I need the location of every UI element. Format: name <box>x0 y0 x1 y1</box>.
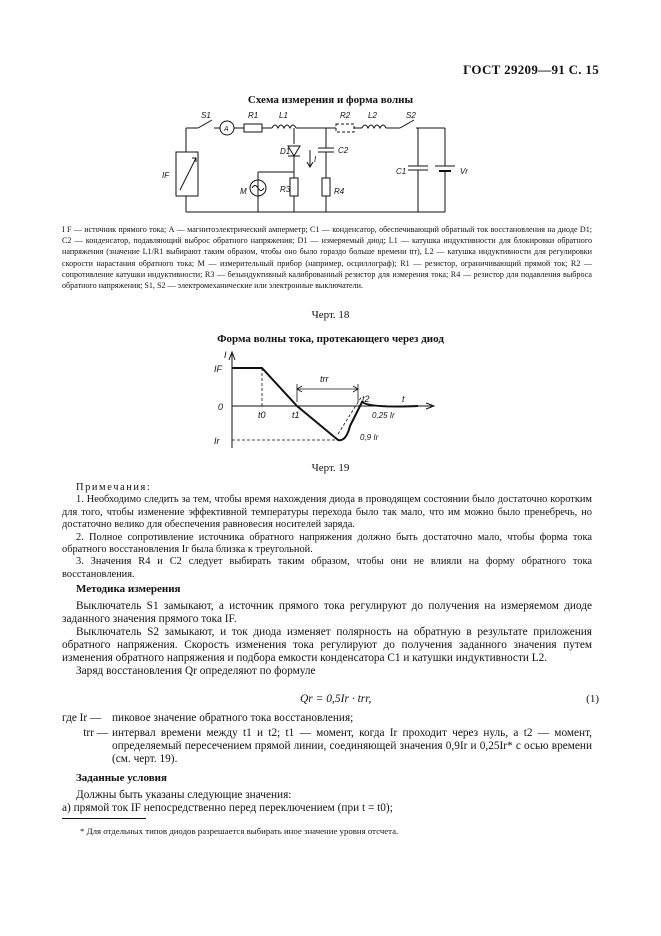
method-paragraph-3: Заряд восстановления Qr определяют по формуле <box>76 665 316 677</box>
resistor-r4 <box>322 178 330 196</box>
method-body <box>62 600 592 678</box>
label-c1: C1 <box>396 167 407 176</box>
conditions-heading: Заданные условия <box>76 772 167 784</box>
wave-label-t2: t2 <box>362 394 370 404</box>
label-m: M <box>240 187 247 196</box>
label-r2: R2 <box>340 111 351 120</box>
notes-block <box>62 482 592 581</box>
definition-trr-text: интервал времени между t1 и t2; t1 — момент, когда Ir проходит через нуль, а t2 — момент, определяемый пересечением прямой линии, соединяющей значения 0,9Ir и 0,25Ir* с осью времени (см. черт. 19). <box>112 727 592 765</box>
note-1: 1. Необходимо следить за тем, чтобы время нахождения диода в проводящем состоянии было достаточно коротким для того, чтобы изменение эффективной температуры перехода было так мало, что им можно было пренебречь, но достаточно велико для обеспечения равновесия носителей заряда. <box>62 494 592 531</box>
note-3: 3. Значения R4 и C2 следует выбирать таким образом, чтобы они не влияли на форму обратного тока восстановления. <box>62 556 592 580</box>
waveform-title: Форма волны тока, протекающего через диод <box>217 333 444 345</box>
wave-label-zero: 0 <box>218 402 224 412</box>
wave-label-i: I <box>224 350 227 360</box>
label-d1: D1 <box>280 147 291 156</box>
wave-label-trr: trr <box>320 374 329 384</box>
label-a: A <box>224 126 229 133</box>
conditions-paragraph-1: Должны быть указаны следующие значения: <box>76 789 292 801</box>
wave-label-ir: Ir <box>214 436 220 446</box>
inductor-l1 <box>272 125 296 128</box>
circuit-legend: I F — источник прямого тока; А — магнитоэлектрический амперметр; С1 — конденсатор, обеспечивающий обратный ток восстановления на диоде D1; С2 — конденсатор, подавляющий выброс обратного напряжения; D1 — измеряемый диод; L1 — катушка индуктивности для блокировки обратного напряжения (значение L1/R1 выбирают таким образом, чтобы оно было гораздо больше времени trr), L2 — катушка индуктивности для регулировки скорости нарастания обратного тока; М — измерительный прибор (например, осциллограф); R1 — резистор, ограничивающий прямой ток; R2 — сопротивление катушки индуктивности; R3 — безындуктивный калиброванный резистор для измерения тока; R4 — резистор для подавления выброса обратного напряжения; S1, S2 — электромеханические или электронные выключатели. <box>62 225 592 291</box>
figure-caption-18: Черт. 18 <box>311 309 350 321</box>
label-if: IF <box>162 171 170 180</box>
label-r1: R1 <box>248 111 259 120</box>
wave-label-t1: t1 <box>292 410 300 420</box>
resistor-r1 <box>244 124 262 132</box>
resistor-r3 <box>290 178 298 196</box>
label-l1: L1 <box>279 111 288 120</box>
definition-ir <box>62 712 592 725</box>
wave-label-if: IF <box>214 364 222 374</box>
formula-1: Qr = 0,5Ir · trr, <box>300 693 372 705</box>
resistor-r2 <box>336 124 354 132</box>
circuit-diagram <box>0 108 661 224</box>
method-paragraph-1: Выключатель S1 замыкают, а источник прямого тока регулируют до получения на измеряемом диоде заданного значения прямого тока IF. <box>62 600 592 625</box>
footnote: * Для отдельных типов диодов разрешается выбирать иное значение уровня отсчета. <box>80 826 399 836</box>
label-s1: S1 <box>201 111 211 120</box>
definition-ir-label: где Ir — <box>62 712 102 724</box>
current-source <box>176 152 198 196</box>
conditions-item-a: а) прямой ток IF непосредственно перед переключением (при t = t0); <box>62 802 393 814</box>
method-paragraph-2: Выключатель S2 замыкают, и ток диода изменяет полярность на обратную в результате приложения обратного напряжения. Скорость изменения тока регулируют до получения заданного значения путем изменения обратного напряжения и подбора емкости конденсатора C1 и катушки индуктивности L2. <box>62 626 592 664</box>
conditions-body <box>62 789 592 815</box>
label-r3: R3 <box>280 185 291 194</box>
definition-trr <box>62 727 592 766</box>
waveform-plot <box>0 346 661 454</box>
wave-label-p09: 0,9 Ir <box>360 433 379 442</box>
definition-ir-text: пиковое значение обратного тока восстановления; <box>112 712 354 724</box>
method-heading: Методика измерения <box>76 583 181 595</box>
equation-number: (1) <box>586 693 599 705</box>
circuit-title: Схема измерения и форма волны <box>247 94 414 106</box>
inductor-l2 <box>362 125 386 128</box>
label-r4: R4 <box>334 187 345 196</box>
label-s2: S2 <box>406 111 416 120</box>
notes-heading: Примечания: <box>76 482 152 493</box>
wave-label-p025: 0,25 Ir <box>372 411 395 420</box>
wave-label-t0: t0 <box>258 410 266 420</box>
footnote-rule <box>62 818 146 819</box>
definition-trr-label: trr — <box>83 727 108 739</box>
label-c2: C2 <box>338 146 349 155</box>
wave-label-t: t <box>402 394 405 404</box>
figure-caption-19: Черт. 19 <box>311 462 350 474</box>
page-header: ГОСТ 29209—91 С. 15 <box>463 62 599 77</box>
label-i: I <box>314 155 317 164</box>
note-2: 2. Полное сопротивление источника обратного напряжения должно быть достаточно мало, чтобы форма тока обратного восстановления Ir была близка к треугольной. <box>62 531 592 556</box>
label-vr: Vr <box>460 167 468 176</box>
label-l2: L2 <box>368 111 377 120</box>
